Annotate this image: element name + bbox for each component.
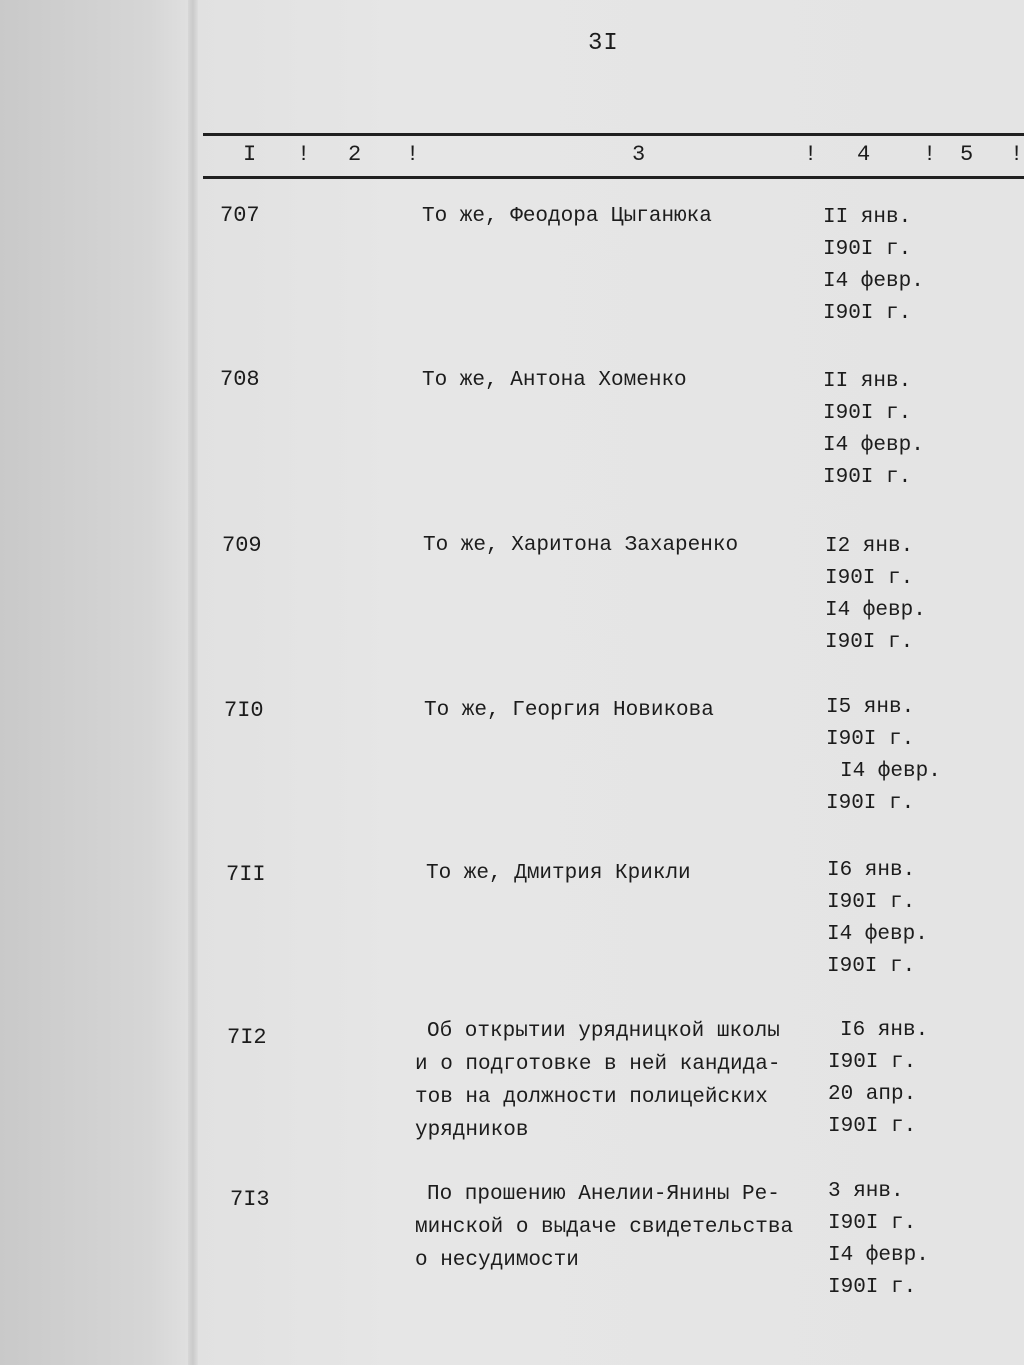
entry-number: 7I2 bbox=[227, 1025, 267, 1050]
date-line: I90I г. bbox=[825, 567, 914, 590]
date-line: I90I г. bbox=[827, 955, 916, 978]
date-line: I90I г. bbox=[827, 891, 916, 914]
entry-number: 709 bbox=[222, 533, 262, 558]
entry-dates bbox=[823, 366, 924, 494]
entry-title-line: о несудимости bbox=[415, 1249, 579, 1272]
header-col-3: 3 bbox=[632, 142, 646, 167]
entry-title-line: урядников bbox=[415, 1119, 529, 1142]
date-line: I5 янв. bbox=[826, 696, 915, 719]
header-col-1: I bbox=[243, 142, 257, 167]
date-line: I90I г. bbox=[828, 1212, 917, 1235]
header-col-4: 4 bbox=[857, 142, 871, 167]
entry-title-line: То же, Дмитрия Крикли bbox=[426, 862, 691, 885]
entry-number: 708 bbox=[220, 367, 260, 392]
date-line: I6 янв. bbox=[827, 859, 916, 882]
header-separator: ! bbox=[1010, 142, 1024, 167]
date-line: I4 февр. bbox=[828, 1244, 929, 1267]
entry-title-line: тов на должности полицейских bbox=[415, 1086, 768, 1109]
header-bottom-rule bbox=[203, 176, 1024, 179]
entry-title-line: То же, Феодора Цыганюка bbox=[422, 205, 712, 228]
entry-title-line: То же, Антона Хоменко bbox=[422, 369, 687, 392]
date-line: I4 февр. bbox=[823, 434, 924, 457]
date-line: I90I г. bbox=[823, 302, 912, 325]
entry-title-line: То же, Харитона Захаренко bbox=[423, 534, 739, 557]
date-line: I90I г. bbox=[823, 402, 912, 425]
date-line: I4 февр. bbox=[840, 760, 941, 783]
entry-dates bbox=[828, 1015, 928, 1143]
date-line: 20 апр. bbox=[828, 1083, 917, 1106]
entry-number: 7I0 bbox=[224, 698, 264, 723]
binding-spine bbox=[188, 0, 198, 1365]
entry-number: 7II bbox=[226, 862, 266, 887]
header-top-rule bbox=[203, 133, 1024, 136]
date-line: II янв. bbox=[823, 370, 912, 393]
date-line: I90I г. bbox=[823, 238, 912, 261]
date-line: 3 янв. bbox=[828, 1180, 904, 1203]
entry-title bbox=[422, 364, 687, 397]
header-separator: ! bbox=[406, 142, 420, 167]
entry-title-line: минской о выдаче свидетельства bbox=[415, 1216, 794, 1239]
entry-dates bbox=[826, 692, 941, 820]
date-line: I90I г. bbox=[823, 466, 912, 489]
date-line: I90I г. bbox=[825, 631, 914, 654]
entry-dates bbox=[825, 531, 926, 659]
date-line: I90I г. bbox=[828, 1276, 917, 1299]
header-separator: ! bbox=[923, 142, 937, 167]
date-line: I2 янв. bbox=[825, 535, 914, 558]
entry-number: 707 bbox=[220, 203, 260, 228]
entry-number: 7I3 bbox=[230, 1187, 270, 1212]
entry-title bbox=[415, 1015, 780, 1147]
entry-title bbox=[426, 857, 691, 890]
header-col-2: 2 bbox=[348, 142, 362, 167]
entry-title bbox=[415, 1178, 793, 1277]
entry-dates bbox=[823, 202, 924, 330]
entry-title-line: Об открытии урядницкой школы bbox=[427, 1020, 780, 1043]
date-line: I90I г. bbox=[826, 792, 915, 815]
date-line: I90I г. bbox=[826, 728, 915, 751]
entry-title bbox=[423, 529, 738, 562]
entry-title bbox=[422, 200, 712, 233]
header-col-5: 5 bbox=[960, 142, 974, 167]
date-line: I90I г. bbox=[828, 1115, 917, 1138]
entry-title bbox=[424, 694, 714, 727]
date-line: II янв. bbox=[823, 206, 912, 229]
page-number: 3I bbox=[588, 30, 619, 57]
entry-title-line: То же, Георгия Новикова bbox=[424, 699, 714, 722]
entry-dates bbox=[827, 855, 928, 983]
header-separator: ! bbox=[804, 142, 818, 167]
entry-title-line: По прошению Анелии-Янины Ре- bbox=[427, 1183, 780, 1206]
entry-dates bbox=[828, 1176, 929, 1304]
date-line: I4 февр. bbox=[827, 923, 928, 946]
header-separator: ! bbox=[297, 142, 311, 167]
date-line: I4 февр. bbox=[823, 270, 924, 293]
date-line: I6 янв. bbox=[840, 1019, 929, 1042]
date-line: I90I г. bbox=[828, 1051, 917, 1074]
date-line: I4 февр. bbox=[825, 599, 926, 622]
entry-title-line: и о подготовке в ней кандида- bbox=[415, 1053, 781, 1076]
